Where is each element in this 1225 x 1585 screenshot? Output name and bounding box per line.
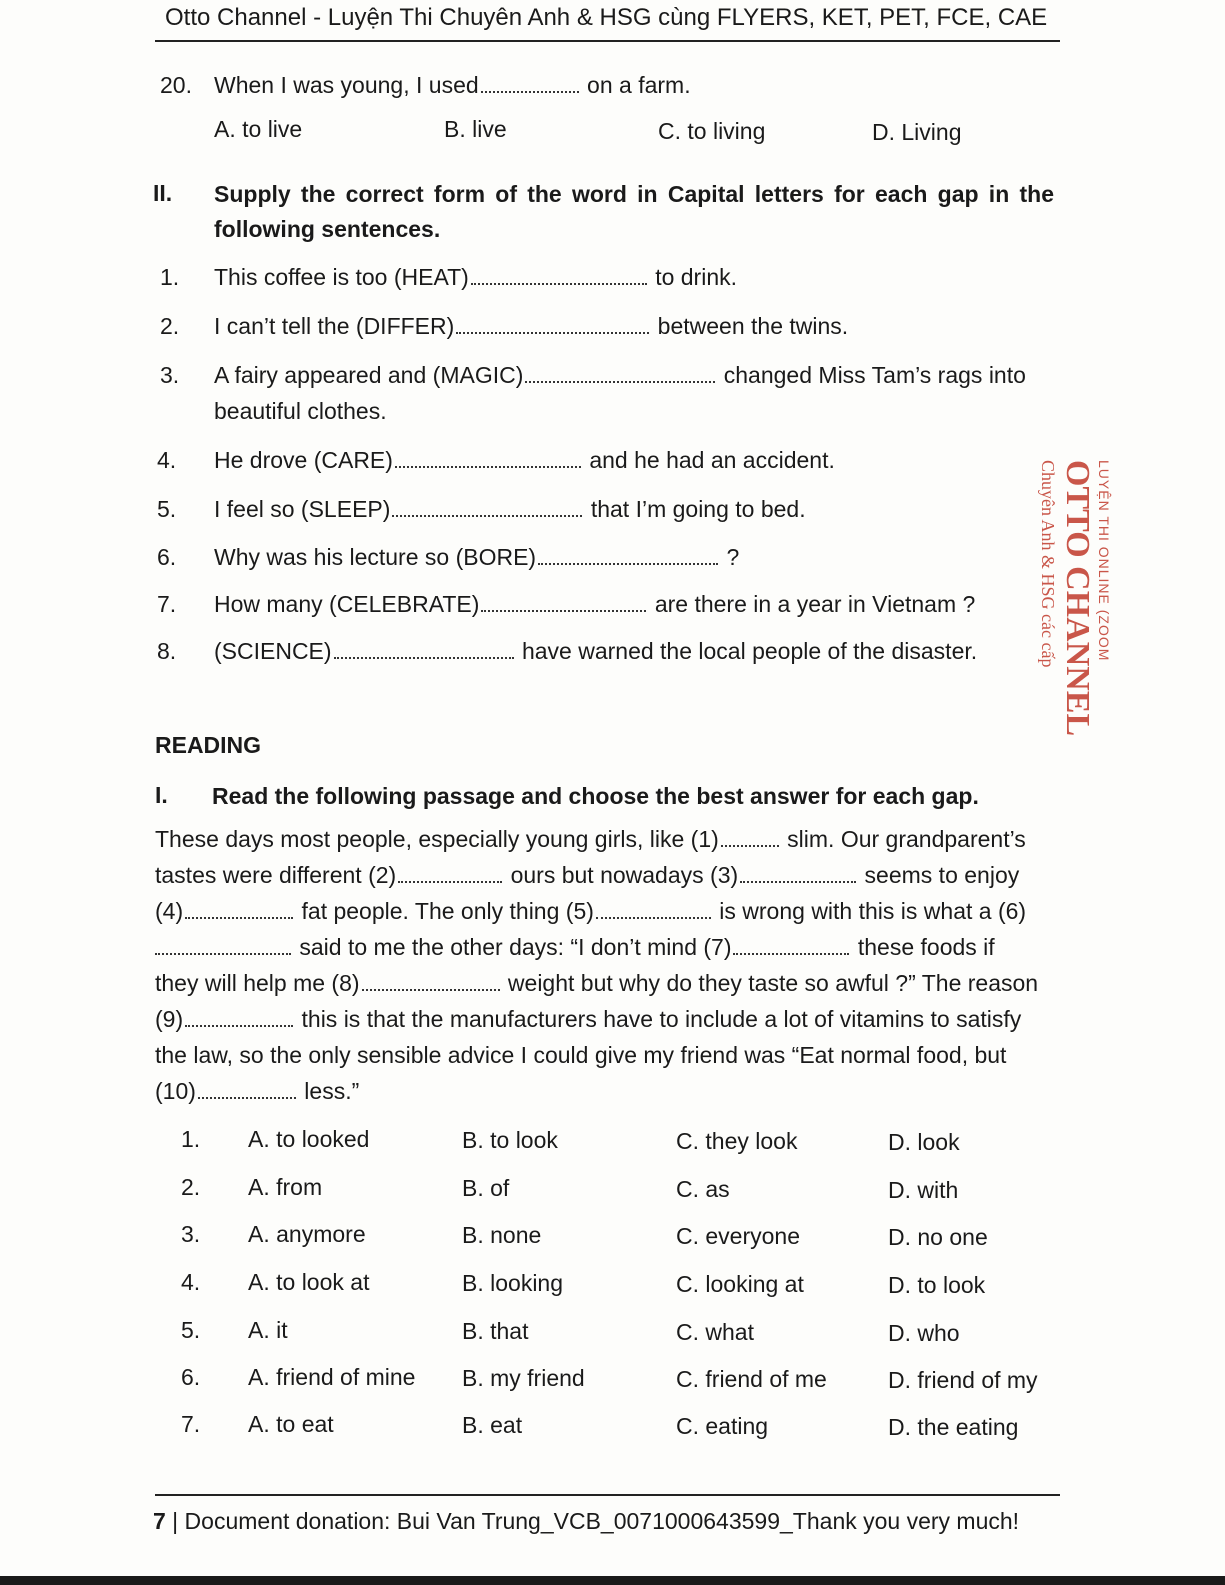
question-number: 20. (160, 72, 192, 98)
answer-gap (155, 952, 291, 955)
answer-gap (733, 952, 849, 955)
passage-text: is wrong with this is what a (6) (719, 898, 1027, 924)
item-number: 7. (157, 591, 177, 617)
answer-number: 3. (181, 1221, 201, 1247)
item-number: 8. (157, 638, 177, 664)
option-c: C. eating (676, 1413, 769, 1439)
answer-gap (185, 916, 293, 919)
stamp-line-channel: OTTO CHANNEL (1059, 460, 1096, 737)
option-a: A. friend of mine (248, 1364, 416, 1390)
item-text (214, 544, 739, 571)
footer-rule (155, 1494, 1060, 1496)
passage-text: tastes were different (2) (155, 862, 397, 888)
passage-text: (10) (155, 1078, 196, 1104)
item-number: 2. (160, 313, 180, 339)
answer-gap (392, 514, 582, 517)
option-b: B. of (462, 1175, 510, 1201)
item-text (214, 496, 806, 523)
option-a: A. to eat (248, 1411, 334, 1437)
answer-gap (481, 609, 646, 612)
option-a: A. to look at (248, 1269, 370, 1295)
text-before-gap: Why was his lecture so (BORE) (214, 544, 537, 570)
option-b: B. to look (462, 1127, 558, 1153)
option-c: C. they look (676, 1128, 798, 1154)
section-instruction-line1: Supply the correct form of the word in Capital letters for each gap in the (214, 181, 1054, 207)
item-text-continued: beautiful clothes. (214, 398, 387, 424)
option-d: D. friend of my (888, 1367, 1038, 1393)
option-c: C. as (676, 1176, 730, 1202)
answer-gap (185, 1024, 293, 1027)
passage-text: (9) (155, 1006, 184, 1032)
passage-line (155, 826, 1026, 853)
page-footer (153, 1508, 1019, 1535)
answer-gap (596, 916, 711, 919)
answer-gap (538, 562, 718, 565)
answer-number: 1. (181, 1126, 201, 1152)
item-number: 1. (160, 264, 180, 290)
item-text (214, 591, 975, 618)
answer-gap (721, 844, 779, 847)
text-after-gap: that I’m going to bed. (590, 496, 806, 522)
answer-number: 6. (181, 1364, 201, 1390)
answer-gap (481, 90, 579, 93)
item-text (214, 264, 737, 291)
option-c: C. to living (658, 118, 766, 144)
passage-line (155, 898, 1026, 925)
option-c: C. looking at (676, 1271, 804, 1297)
passage-text: (4) (155, 898, 184, 924)
passage-text: they will help me (8) (155, 970, 360, 996)
item-text (214, 447, 835, 474)
answer-gap (198, 1096, 296, 1099)
option-c: C. everyone (676, 1223, 801, 1249)
reading-heading: READING (155, 732, 262, 758)
item-text (214, 313, 848, 340)
option-a: A. from (248, 1174, 323, 1200)
option-d: D. the eating (888, 1414, 1019, 1440)
answer-gap (740, 880, 856, 883)
answer-gap (334, 656, 514, 659)
item-text (214, 638, 977, 665)
text-after-gap: between the twins. (657, 313, 849, 339)
channel-stamp (1038, 460, 1112, 745)
text-before-gap: He drove (CARE) (214, 447, 393, 473)
option-d: D. no one (888, 1224, 988, 1250)
answer-number: 5. (181, 1317, 201, 1343)
answer-number: 4. (181, 1269, 201, 1295)
option-b: B. that (462, 1318, 529, 1344)
passage-line (155, 862, 1019, 889)
option-d: D. who (888, 1320, 960, 1346)
option-b: B. eat (462, 1412, 523, 1438)
passage-text: slim. Our grandparent’s (787, 826, 1026, 852)
text-after-gap: ? (726, 544, 740, 570)
question-text (214, 72, 691, 99)
option-c: C. friend of me (676, 1366, 827, 1392)
passage-line (155, 934, 995, 961)
answer-number: 2. (181, 1174, 201, 1200)
page-header: Otto Channel - Luyện Thi Chuyên Anh & HSG cùng FLYERS, KET, PET, FCE, CAE (165, 4, 1048, 31)
option-a: A. to looked (248, 1126, 370, 1152)
option-a: A. it (248, 1317, 288, 1343)
option-b: B. none (462, 1222, 542, 1248)
passage-text: weight but why do they taste so awful ?” The reason (507, 970, 1039, 996)
option-b: B. looking (462, 1270, 564, 1296)
item-number: 3. (160, 362, 180, 388)
option-c: C. what (676, 1319, 754, 1345)
text-after-gap: on a farm. (587, 72, 691, 98)
text-after-gap: changed Miss Tam’s rags into (723, 362, 1026, 388)
scan-edge (0, 1576, 1225, 1585)
passage-line (155, 1078, 359, 1105)
item-number: 4. (157, 447, 177, 473)
passage-text: ours but nowadays (3) (510, 862, 739, 888)
section-number: I. (155, 782, 168, 808)
page-number: 7 (153, 1508, 166, 1534)
option-d: D. to look (888, 1272, 986, 1298)
passage-text: seems to enjoy (864, 862, 1020, 888)
text-before-gap: I feel so (SLEEP) (214, 496, 391, 522)
answer-gap (395, 465, 581, 468)
passage-line: the law, so the only sensible advice I could give my friend was “Eat normal food, but (155, 1042, 1007, 1068)
passage-text: less.” (304, 1078, 360, 1104)
option-a: A. to live (214, 116, 303, 142)
answer-number: 7. (181, 1411, 201, 1437)
text-before-gap: This coffee is too (HEAT) (214, 264, 469, 290)
passage-text: these foods if (857, 934, 995, 960)
passage-text: said to me the other days: “I don’t mind (7) (299, 934, 732, 960)
section-number: II. (153, 180, 173, 206)
text-before-gap: (SCIENCE) (214, 638, 332, 664)
answer-gap (471, 282, 647, 285)
option-b: B. my friend (462, 1365, 585, 1391)
answer-gap (456, 331, 649, 334)
passage-line (155, 970, 1038, 997)
passage-text: this is that the manufacturers have to include a lot of vitamins to satisfy (301, 1006, 1022, 1032)
answer-gap (362, 988, 500, 991)
footer-text: | Document donation: Bui Van Trung_VCB_0071000643599_Thank you very much! (165, 1508, 1020, 1534)
answer-gap (398, 880, 502, 883)
answer-gap (525, 380, 715, 383)
item-number: 6. (157, 544, 177, 570)
option-b: B. live (444, 116, 507, 142)
passage-text: fat people. The only thing (5) (301, 898, 594, 924)
text-after-gap: have warned the local people of the disaster. (521, 638, 978, 664)
passage-line (155, 1006, 1021, 1033)
header-rule (155, 40, 1060, 42)
option-d: D. look (888, 1129, 960, 1155)
stamp-line-subtitle: Chuyên Anh & HSG các cấp (1038, 460, 1058, 668)
text-after-gap: to drink. (655, 264, 738, 290)
text-before-gap: How many (CELEBRATE) (214, 591, 480, 617)
text-before-gap: I can’t tell the (DIFFER) (214, 313, 455, 339)
item-text (214, 362, 1026, 389)
item-number: 5. (157, 496, 177, 522)
text-after-gap: and he had an accident. (589, 447, 835, 473)
stamp-line-online: LUYỆN THI ONLINE (ZOOM (1096, 460, 1112, 662)
option-a: A. anymore (248, 1221, 366, 1247)
section-instruction: Read the following passage and choose the best answer for each gap. (212, 783, 979, 809)
option-d: D. Living (872, 119, 962, 145)
option-d: D. with (888, 1177, 959, 1203)
passage-text: These days most people, especially young girls, like (1) (155, 826, 719, 852)
text-before-gap: When I was young, I used (214, 72, 479, 98)
text-before-gap: A fairy appeared and (MAGIC) (214, 362, 524, 388)
text-after-gap: are there in a year in Vietnam ? (654, 591, 976, 617)
section-instruction-line2: following sentences. (214, 216, 441, 242)
